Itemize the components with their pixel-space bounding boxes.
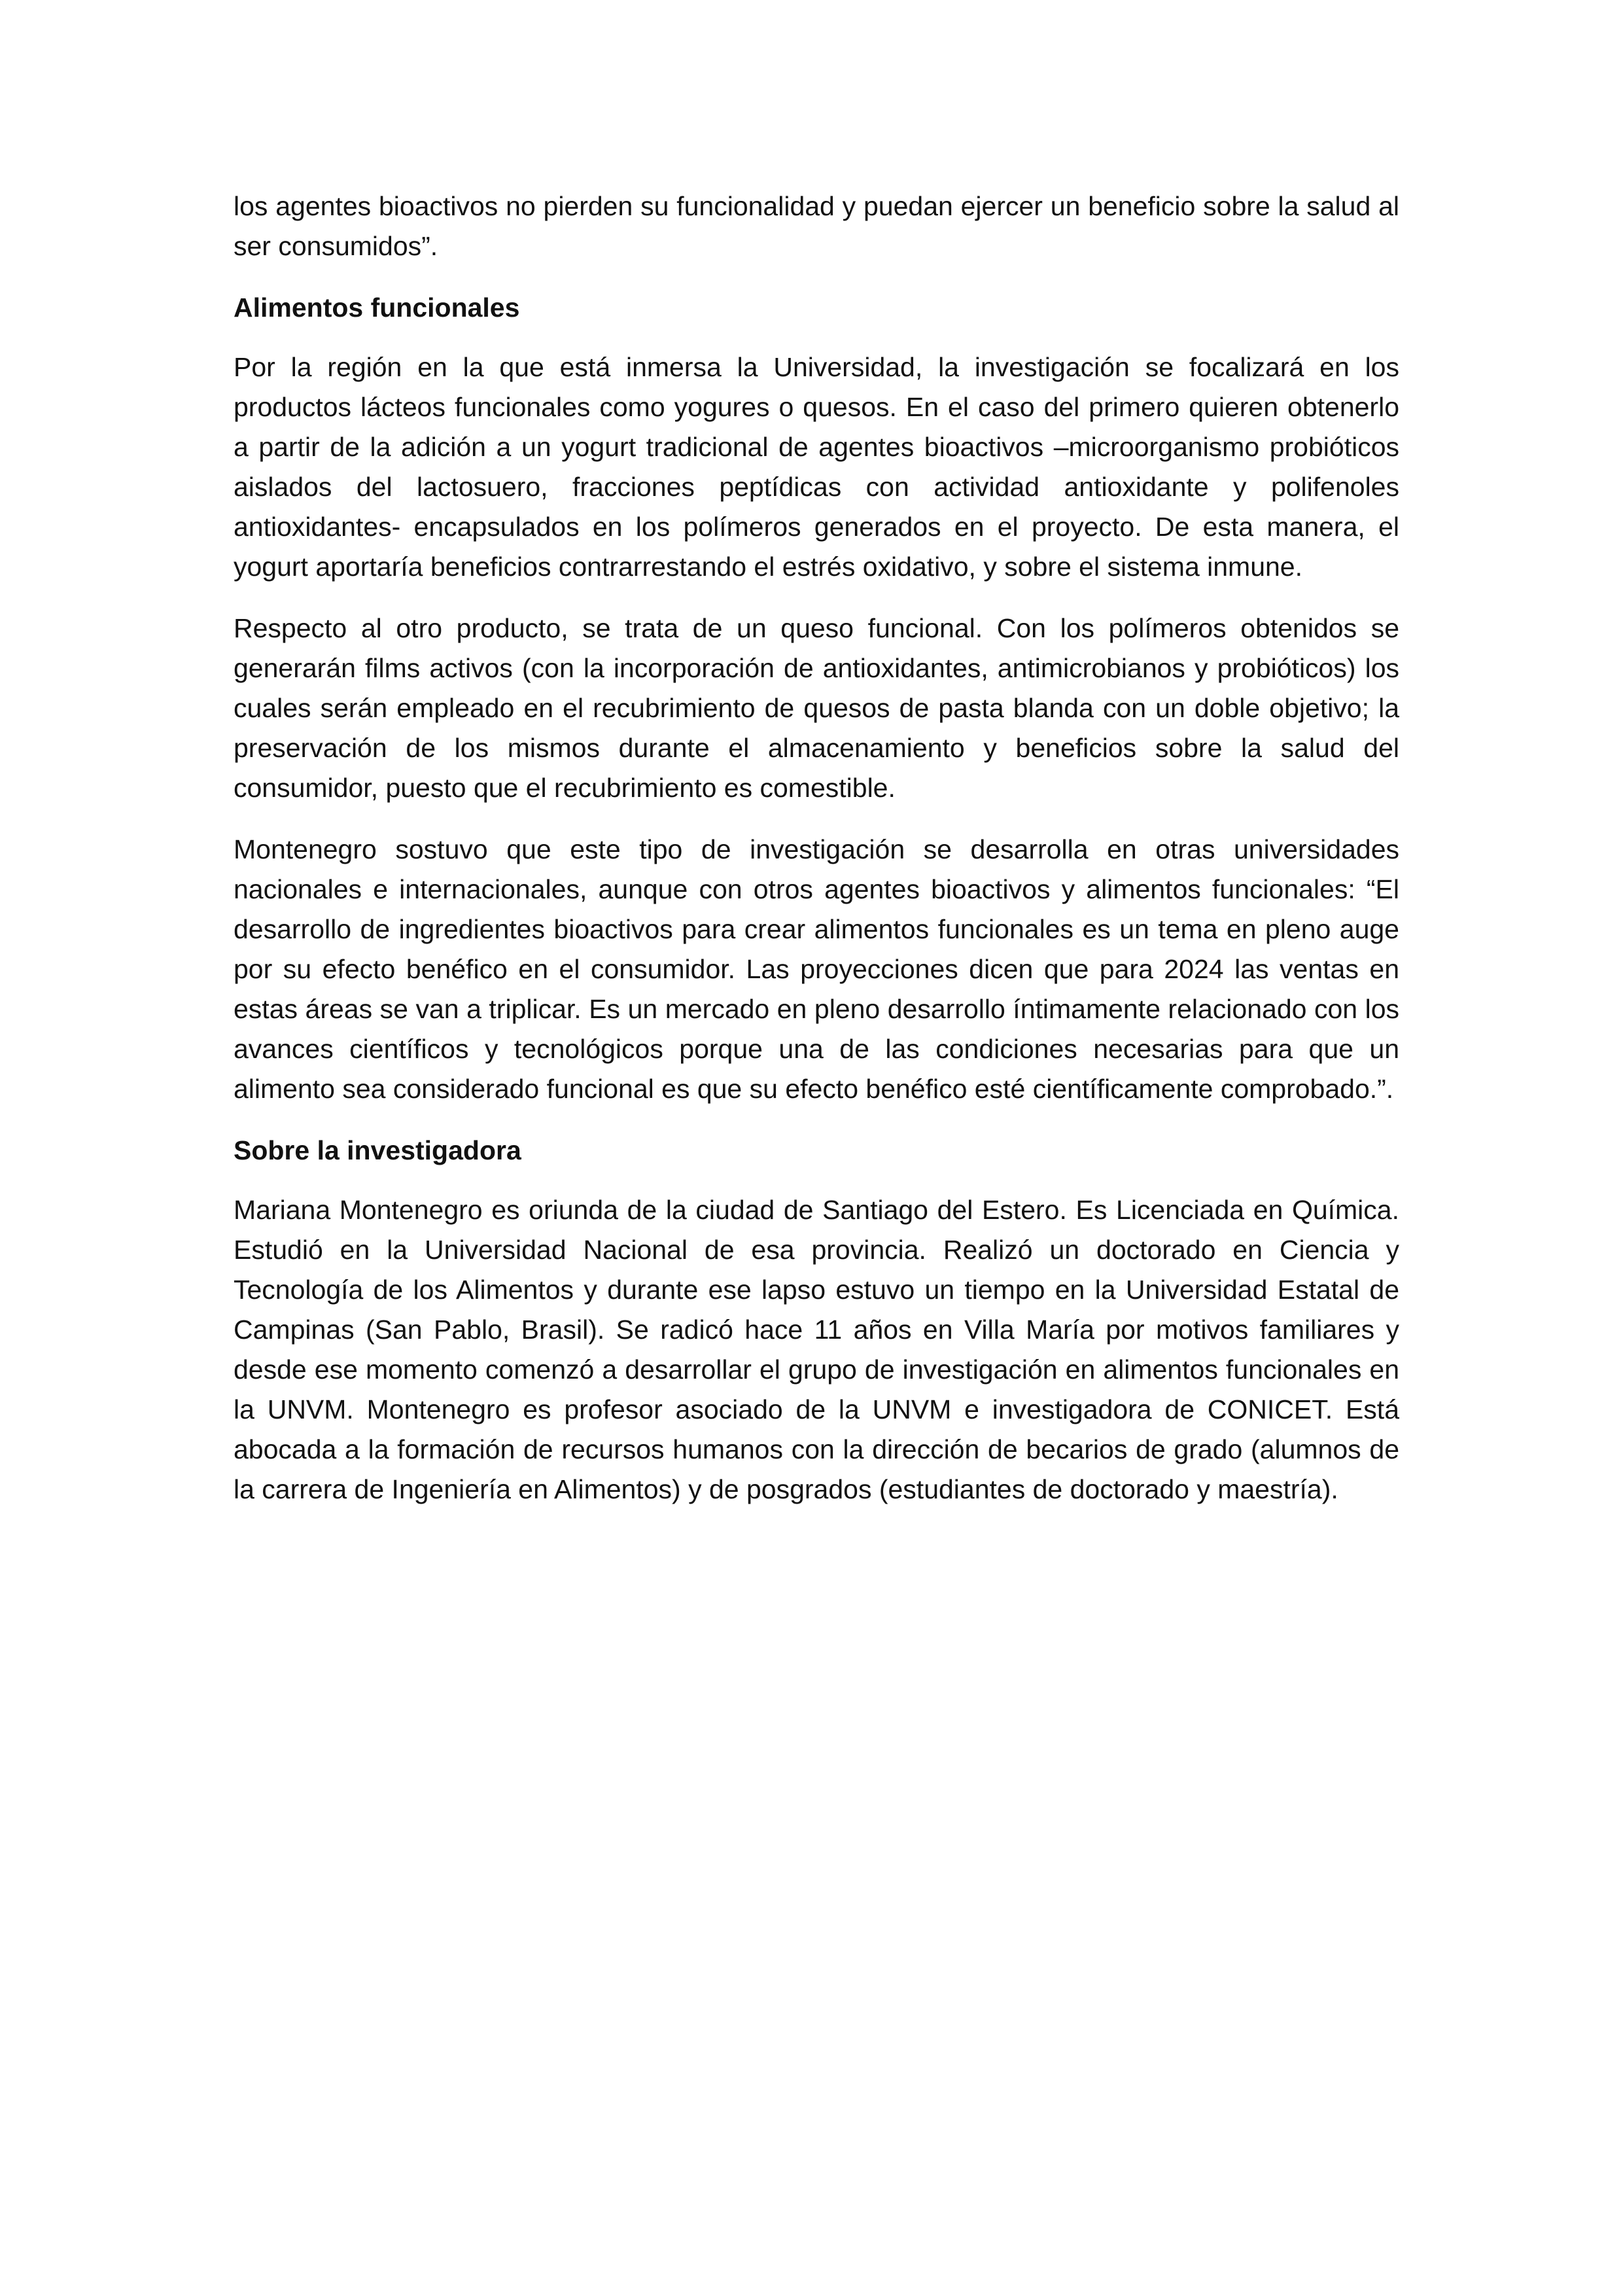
document-body [234, 186, 1399, 1531]
heading-alimentos-funcionales: Alimentos funcionales [234, 292, 520, 323]
paragraph-montenegro-quote: Montenegro sostuvo que este tipo de investigación se desarrolla en otras universidades nacionales e internacionales, aunque con otros agentes bioactivos y alimentos funcionales: “El desarrollo de ingredientes bioactivos para crear alimentos funcionales es un tema en pleno auge por su efecto benéfico en el consumidor. Las proyecciones dicen que para 2024 las ventas en estas áreas se van a triplicar. Es un mercado en pleno desarrollo íntimamente relacionado con los avances científicos y tecnológicos porque una de las condiciones necesarias para que un alimento sea considerado funcional es que su efecto benéfico esté científicamente comprobado.”. [234, 834, 1399, 1104]
heading-sobre-la-investigadora: Sobre la investigadora [234, 1135, 521, 1165]
paragraph-intro-continuation: los agentes bioactivos no pierden su funcionalidad y puedan ejercer un beneficio sobre la salud al ser consumidos”. [234, 191, 1399, 261]
paragraph-productos-lacteos: Por la región en la que está inmersa la Universidad, la investigación se focalizará en los productos lácteos funcionales como yogures o quesos. En el caso del primero quieren obtenerlo a partir de la adición a un yogurt tradicional de agentes bioactivos –microorganismo probióticos aislados del lactosuero, fracciones peptídicas con actividad antioxidante y polifenoles antioxidantes- encapsulados en los polímeros generados en el proyecto. De esta manera, el yogurt aportaría beneficios contrarrestando el estrés oxidativo, y sobre el sistema inmune. [234, 352, 1399, 582]
paragraph-queso-funcional: Respecto al otro producto, se trata de un queso funcional. Con los polímeros obtenidos se generarán films activos (con la incorporación de antioxidantes, antimicrobianos y probióticos) los cuales serán empleado en el recubrimiento de quesos de pasta blanda con un doble objetivo; la preservación de los mismos durante el almacenamiento y beneficios sobre la salud del consumidor, puesto que el recubrimiento es comestible. [234, 613, 1399, 803]
paragraph-biografia: Mariana Montenegro es oriunda de la ciudad de Santiago del Estero. Es Licenciada en Química. Estudió en la Universidad Nacional de esa provincia. Realizó un doctorado en Ciencia y Tecnología de los Alimentos y durante ese lapso estuvo un tiempo en la Universidad Estatal de Campinas (San Pablo, Brasil). Se radicó hace 11 años en Villa María por motivos familiares y desde ese momento comenzó a desarrollar el grupo de investigación en alimentos funcionales en la UNVM. Montenegro es profesor asociado de la UNVM e investigadora de CONICET. Está abocada a la formación de recursos humanos con la dirección de becarios de grado (alumnos de la carrera de Ingeniería en Alimentos) y de posgrados (estudiantes de doctorado y maestría). [234, 1195, 1399, 1504]
